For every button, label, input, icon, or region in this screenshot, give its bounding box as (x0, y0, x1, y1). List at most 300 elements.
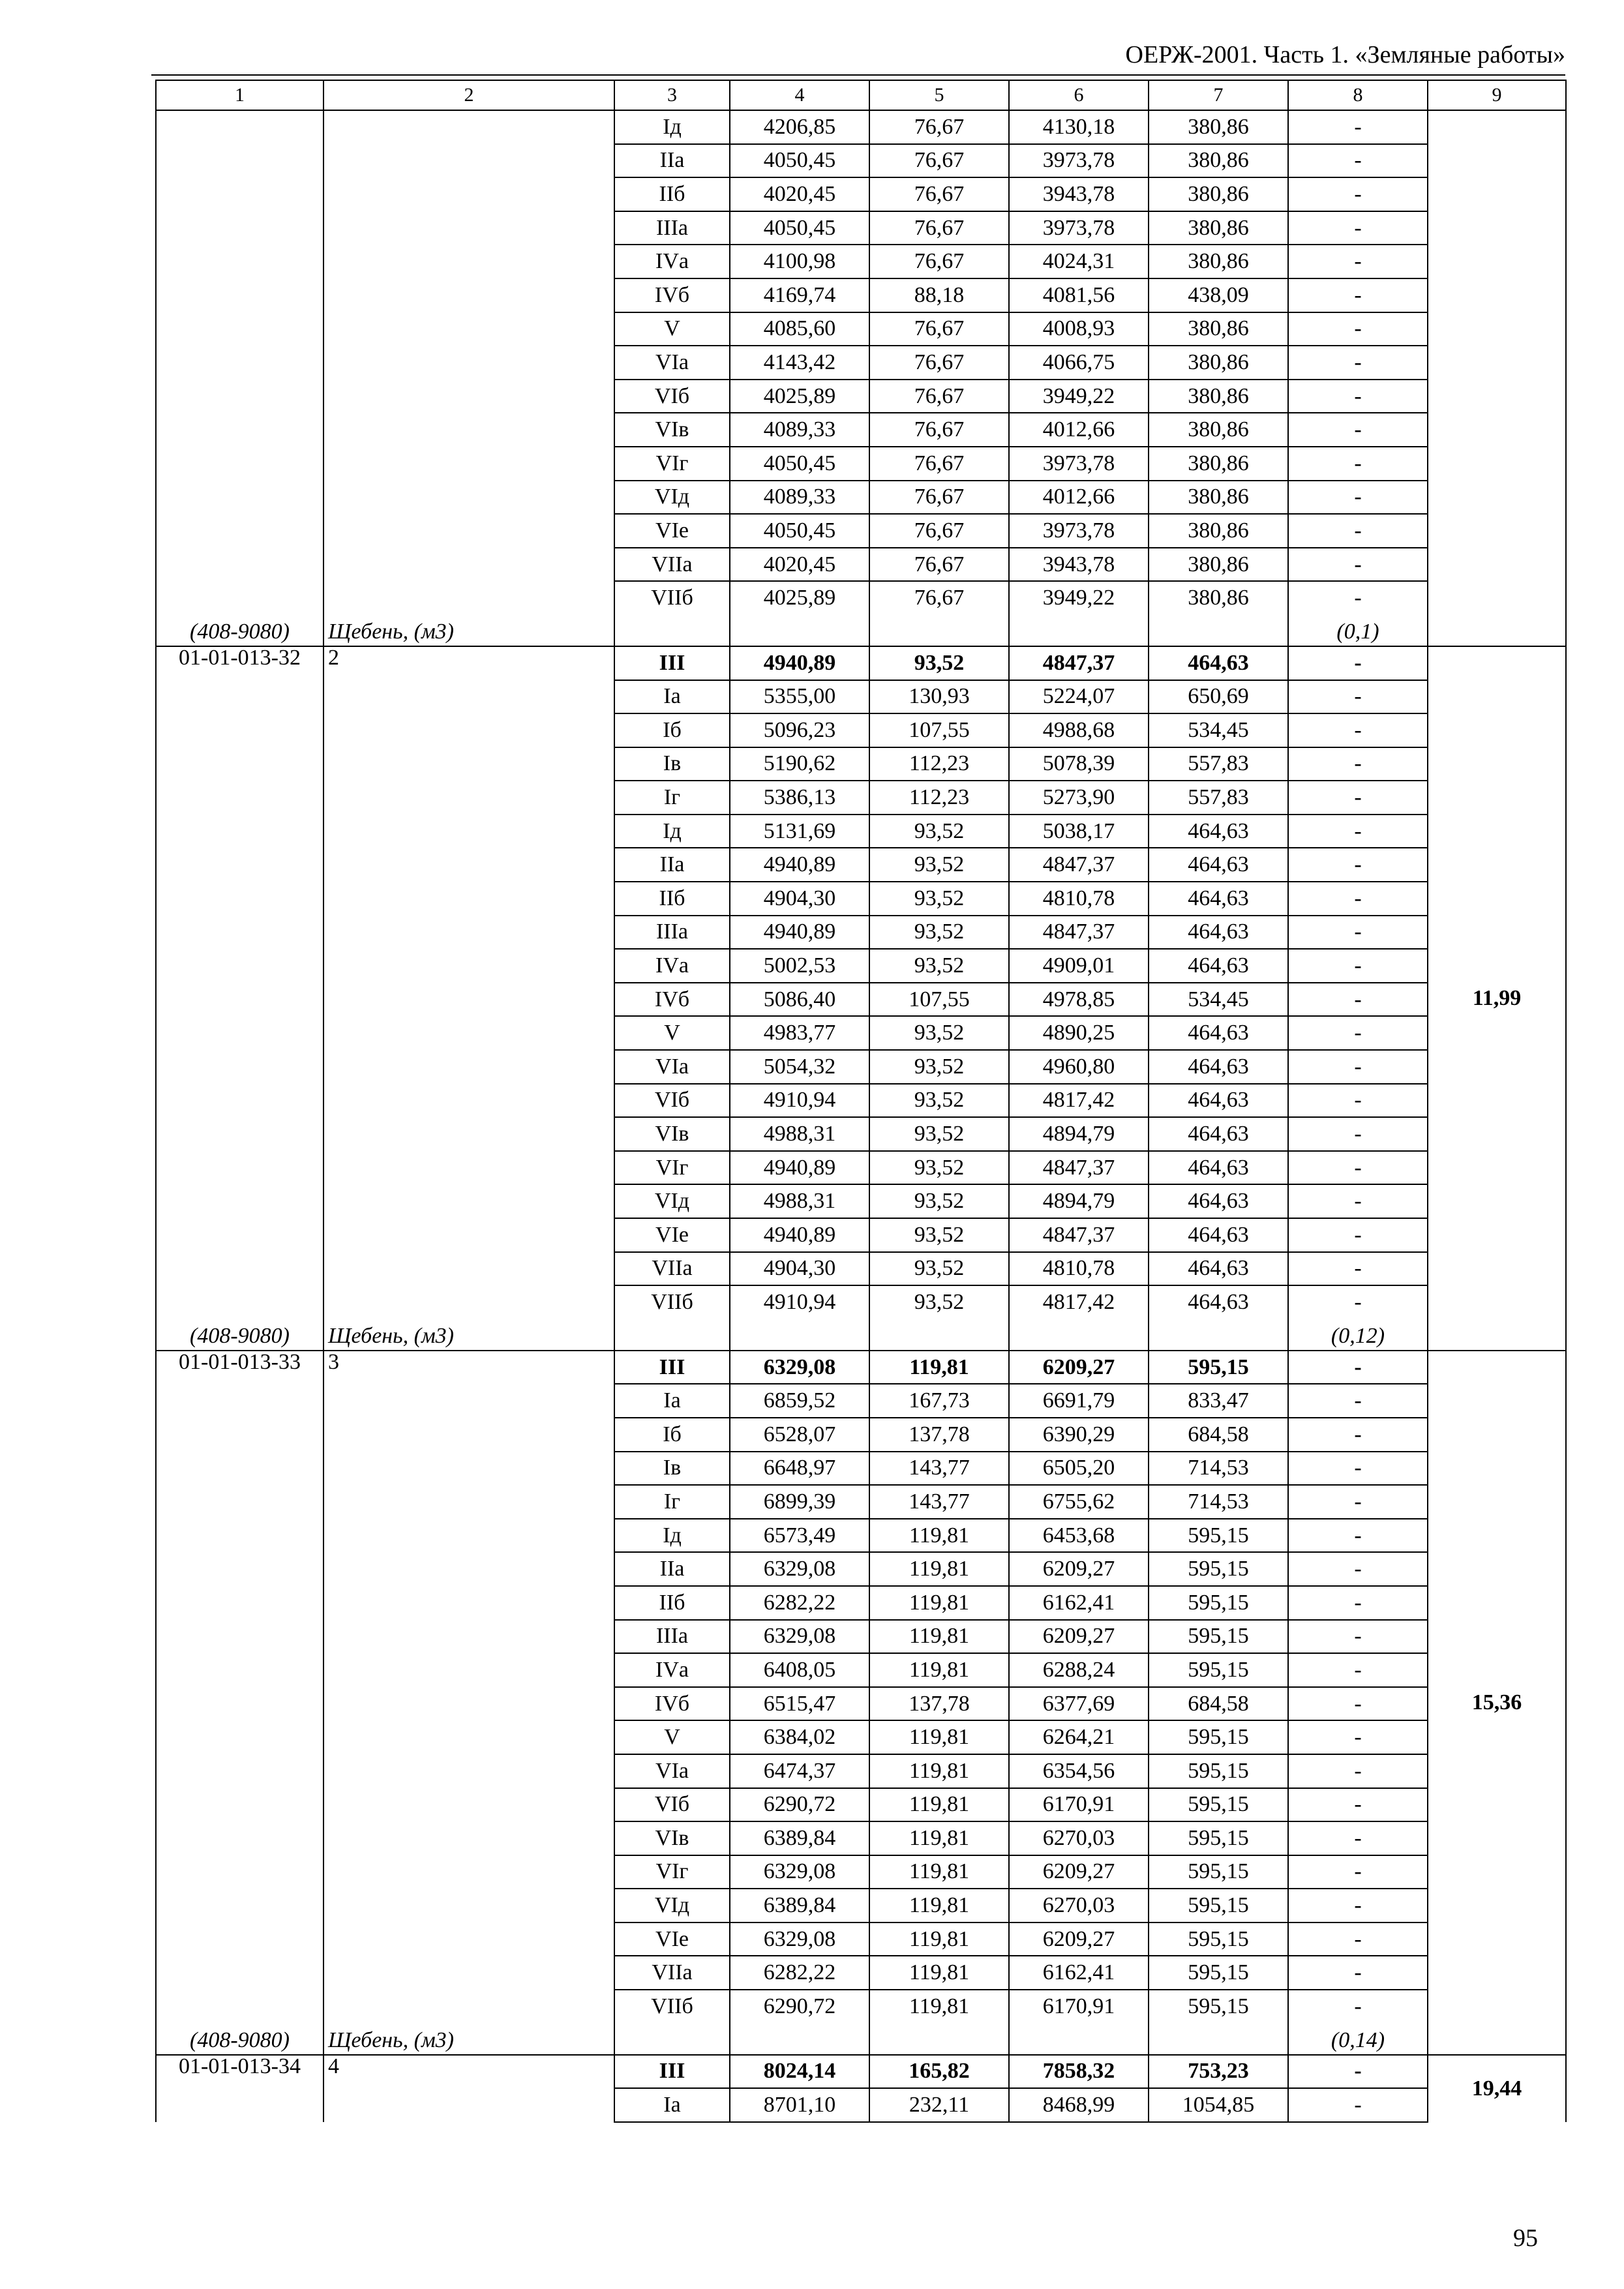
materials-cost: - (1288, 1218, 1428, 1252)
labor-cost: 93,52 (869, 1252, 1009, 1286)
soil-group: V (614, 1720, 730, 1754)
total-cost: 4910,94 (730, 1285, 869, 1319)
machinist-wage: 380,86 (1149, 413, 1288, 447)
machinist-wage: 380,86 (1149, 514, 1288, 548)
material-code: (408-9080) (156, 615, 323, 646)
soil-group: Iв (614, 747, 730, 781)
machinist-wage: 595,15 (1149, 1855, 1288, 1889)
total-cost: 5002,53 (730, 949, 869, 983)
soil-group: VIв (614, 413, 730, 447)
material-name: Щебень, (м3) (323, 1319, 614, 1351)
labor-cost: 119,81 (869, 1720, 1009, 1754)
labor-cost: 76,67 (869, 548, 1009, 582)
soil-group: VIд (614, 1889, 730, 1922)
total-cost: 4910,94 (730, 1084, 869, 1118)
soil-group: VIб (614, 380, 730, 413)
material-row (156, 2024, 1566, 2055)
labor-cost: 93,52 (869, 1117, 1009, 1151)
total-cost: 4940,89 (730, 646, 869, 680)
labor-cost: 93,52 (869, 1151, 1009, 1185)
soil-group: VIв (614, 1117, 730, 1151)
machinist-wage: 833,47 (1149, 1384, 1288, 1418)
labor-cost: 76,67 (869, 447, 1009, 481)
machine-cost: 6162,41 (1009, 1586, 1149, 1620)
total-cost: 4050,45 (730, 447, 869, 481)
soil-group: IIIа (614, 1620, 730, 1654)
materials-cost: - (1288, 346, 1428, 380)
machinist-wage: 380,86 (1149, 447, 1288, 481)
materials-cost: - (1288, 1821, 1428, 1855)
labor-cost: 167,73 (869, 1384, 1009, 1418)
labor-cost: 76,67 (869, 211, 1009, 245)
materials-cost: - (1288, 1485, 1428, 1519)
total-cost: 5086,40 (730, 983, 869, 1017)
labor-cost: 76,67 (869, 110, 1009, 144)
total-cost: 6389,84 (730, 1889, 869, 1922)
labor-cost: 93,52 (869, 916, 1009, 950)
empty-cell (614, 2024, 730, 2055)
machine-cost: 5038,17 (1009, 815, 1149, 848)
machine-cost: 4847,37 (1009, 848, 1149, 882)
machinist-wage: 380,86 (1149, 177, 1288, 211)
machine-cost: 4130,18 (1009, 110, 1149, 144)
labor-cost: 93,52 (869, 1218, 1009, 1252)
materials-cost: - (1288, 1990, 1428, 2024)
machine-cost: 4894,79 (1009, 1184, 1149, 1218)
total-cost: 4206,85 (730, 110, 869, 144)
column-number: 9 (1428, 80, 1566, 110)
material-code: (408-9080) (156, 2024, 323, 2055)
materials-cost: - (1288, 646, 1428, 680)
machine-cost: 4847,37 (1009, 1218, 1149, 1252)
total-cost: 4050,45 (730, 514, 869, 548)
labor-cost: 76,67 (869, 177, 1009, 211)
machine-cost: 6691,79 (1009, 1384, 1149, 1418)
machine-cost: 6209,27 (1009, 1855, 1149, 1889)
machine-cost: 4847,37 (1009, 916, 1149, 950)
machine-cost: 8468,99 (1009, 2088, 1149, 2122)
empty-cell (869, 2024, 1009, 2055)
labor-cost: 112,23 (869, 781, 1009, 815)
total-cost: 4085,60 (730, 312, 869, 346)
labor-cost: 119,81 (869, 1956, 1009, 1990)
empty-cell (730, 615, 869, 646)
soil-group: IIб (614, 1586, 730, 1620)
machine-cost: 6209,27 (1009, 1922, 1149, 1956)
soil-group: IIб (614, 882, 730, 916)
labor-cost: 93,52 (869, 1184, 1009, 1218)
labor-cost: 93,52 (869, 815, 1009, 848)
material-quantity: (0,1) (1288, 615, 1428, 646)
soil-group: VIг (614, 1151, 730, 1185)
total-cost: 4940,89 (730, 1218, 869, 1252)
total-cost: 4100,98 (730, 245, 869, 278)
soil-group: Iг (614, 781, 730, 815)
machine-cost: 4817,42 (1009, 1084, 1149, 1118)
machine-cost: 3973,78 (1009, 447, 1149, 481)
machine-cost: 6354,56 (1009, 1754, 1149, 1788)
machinist-wage: 464,63 (1149, 1151, 1288, 1185)
material-quantity: (0,14) (1288, 2024, 1428, 2055)
machine-cost: 6162,41 (1009, 1956, 1149, 1990)
total-cost: 4940,89 (730, 916, 869, 950)
total-cost: 5386,13 (730, 781, 869, 815)
materials-cost: - (1288, 177, 1428, 211)
header-rule (151, 74, 1565, 76)
machinist-wage: 595,15 (1149, 1990, 1288, 2024)
materials-cost: - (1288, 278, 1428, 312)
total-cost: 8024,14 (730, 2055, 869, 2089)
labor-cost: 93,52 (869, 1084, 1009, 1118)
total-cost: 6329,08 (730, 1552, 869, 1586)
machine-cost: 3973,78 (1009, 144, 1149, 178)
soil-group: III (614, 2055, 730, 2089)
machinist-wage: 595,15 (1149, 1351, 1288, 1384)
materials-cost: - (1288, 2088, 1428, 2122)
materials-cost: - (1288, 1384, 1428, 1418)
materials-cost: - (1288, 1754, 1428, 1788)
total-cost: 6282,22 (730, 1586, 869, 1620)
labor-cost: 88,18 (869, 278, 1009, 312)
machine-cost: 3949,22 (1009, 581, 1149, 615)
labor-cost: 119,81 (869, 1821, 1009, 1855)
machine-cost: 3943,78 (1009, 548, 1149, 582)
soil-group: IIа (614, 1552, 730, 1586)
total-cost: 4025,89 (730, 380, 869, 413)
soil-group: IVб (614, 983, 730, 1017)
total-cost: 4169,74 (730, 278, 869, 312)
machine-cost: 4978,85 (1009, 983, 1149, 1017)
machinist-wage: 595,15 (1149, 1754, 1288, 1788)
machinist-wage: 595,15 (1149, 1821, 1288, 1855)
soil-group: VIе (614, 1922, 730, 1956)
machine-cost: 3973,78 (1009, 514, 1149, 548)
materials-cost: - (1288, 312, 1428, 346)
total-cost: 4988,31 (730, 1184, 869, 1218)
machinist-wage: 380,86 (1149, 581, 1288, 615)
rate-code: 01-01-013-32 (156, 646, 323, 1319)
soil-group: IVа (614, 1653, 730, 1687)
soil-group: VIIа (614, 1252, 730, 1286)
labor-cost: 165,82 (869, 2055, 1009, 2089)
labor-cost: 119,81 (869, 1889, 1009, 1922)
soil-group: VIб (614, 1084, 730, 1118)
machinist-wage: 380,86 (1149, 481, 1288, 515)
soil-group: VIIб (614, 1990, 730, 2024)
total-cost: 4988,31 (730, 1117, 869, 1151)
total-cost: 6648,97 (730, 1452, 869, 1486)
machinist-wage: 595,15 (1149, 1956, 1288, 1990)
machine-cost: 4012,66 (1009, 413, 1149, 447)
materials-cost: - (1288, 916, 1428, 950)
total-cost: 5190,62 (730, 747, 869, 781)
machine-cost: 6209,27 (1009, 1351, 1149, 1384)
materials-cost: - (1288, 1519, 1428, 1553)
table-row (156, 646, 1566, 680)
soil-group: VIд (614, 1184, 730, 1218)
labor-cost: 119,81 (869, 1855, 1009, 1889)
labor-hours: 11,99 (1428, 646, 1566, 1351)
materials-cost: - (1288, 1855, 1428, 1889)
machine-cost: 6377,69 (1009, 1687, 1149, 1721)
machinist-wage: 595,15 (1149, 1586, 1288, 1620)
labor-cost: 76,67 (869, 346, 1009, 380)
machine-cost: 4081,56 (1009, 278, 1149, 312)
machinist-wage: 380,86 (1149, 380, 1288, 413)
machine-cost: 6170,91 (1009, 1788, 1149, 1822)
soil-group: VIIб (614, 1285, 730, 1319)
total-cost: 4025,89 (730, 581, 869, 615)
machinist-wage: 380,86 (1149, 245, 1288, 278)
machine-cost: 4008,93 (1009, 312, 1149, 346)
empty-cell (1009, 2024, 1149, 2055)
machine-cost: 6270,03 (1009, 1821, 1149, 1855)
total-cost: 6528,07 (730, 1418, 869, 1452)
soil-group: Iб (614, 1418, 730, 1452)
materials-cost: - (1288, 581, 1428, 615)
machine-cost: 4810,78 (1009, 1252, 1149, 1286)
table-row (156, 110, 1566, 144)
labor-cost: 107,55 (869, 983, 1009, 1017)
machinist-wage: 464,63 (1149, 646, 1288, 680)
labor-cost: 76,67 (869, 245, 1009, 278)
soil-group: IVа (614, 245, 730, 278)
column-number: 8 (1288, 80, 1428, 110)
total-cost: 4089,33 (730, 413, 869, 447)
machine-cost: 4817,42 (1009, 1285, 1149, 1319)
labor-cost: 130,93 (869, 680, 1009, 714)
empty-cell (614, 1319, 730, 1351)
soil-group: VIе (614, 1218, 730, 1252)
machine-cost: 4847,37 (1009, 1151, 1149, 1185)
machine-cost: 6270,03 (1009, 1889, 1149, 1922)
column-numbers-row (156, 80, 1566, 110)
total-cost: 5131,69 (730, 815, 869, 848)
machinist-wage: 380,86 (1149, 346, 1288, 380)
materials-cost: - (1288, 848, 1428, 882)
machinist-wage: 595,15 (1149, 1889, 1288, 1922)
soil-group: IIIа (614, 211, 730, 245)
materials-cost: - (1288, 1720, 1428, 1754)
machine-cost: 6453,68 (1009, 1519, 1149, 1553)
rate-number: 4 (323, 2055, 614, 2122)
labor-cost: 76,67 (869, 380, 1009, 413)
materials-cost: - (1288, 1586, 1428, 1620)
soil-group: VIд (614, 481, 730, 515)
machinist-wage: 595,15 (1149, 1519, 1288, 1553)
labor-cost: 76,67 (869, 581, 1009, 615)
machinist-wage: 684,58 (1149, 1687, 1288, 1721)
column-number: 7 (1149, 80, 1288, 110)
total-cost: 4983,77 (730, 1016, 869, 1050)
machine-cost: 3943,78 (1009, 177, 1149, 211)
material-name: Щебень, (м3) (323, 2024, 614, 2055)
materials-cost: - (1288, 1418, 1428, 1452)
machinist-wage: 380,86 (1149, 548, 1288, 582)
material-code: (408-9080) (156, 1319, 323, 1351)
total-cost: 4940,89 (730, 1151, 869, 1185)
machinist-wage: 380,86 (1149, 144, 1288, 178)
labor-cost: 119,81 (869, 1620, 1009, 1654)
rate-code: 01-01-013-34 (156, 2055, 323, 2122)
machinist-wage: 684,58 (1149, 1418, 1288, 1452)
soil-group: V (614, 312, 730, 346)
machine-cost: 3949,22 (1009, 380, 1149, 413)
soil-group: III (614, 646, 730, 680)
total-cost: 6329,08 (730, 1620, 869, 1654)
soil-group: V (614, 1016, 730, 1050)
machine-cost: 6755,62 (1009, 1485, 1149, 1519)
empty-cell (1009, 1319, 1149, 1351)
soil-group: IVб (614, 1687, 730, 1721)
machinist-wage: 464,63 (1149, 949, 1288, 983)
machinist-wage: 534,45 (1149, 983, 1288, 1017)
machinist-wage: 595,15 (1149, 1788, 1288, 1822)
table-row (156, 2055, 1566, 2089)
soil-group: VIб (614, 1788, 730, 1822)
materials-cost: - (1288, 245, 1428, 278)
machinist-wage: 464,63 (1149, 1117, 1288, 1151)
machinist-wage: 714,53 (1149, 1452, 1288, 1486)
machinist-wage: 650,69 (1149, 680, 1288, 714)
soil-group: IIа (614, 144, 730, 178)
materials-cost: - (1288, 1653, 1428, 1687)
soil-group: IIб (614, 177, 730, 211)
soil-group: VIа (614, 1754, 730, 1788)
soil-group: Iд (614, 1519, 730, 1553)
soil-group: Iг (614, 1485, 730, 1519)
soil-group: IVб (614, 278, 730, 312)
material-row (156, 1319, 1566, 1351)
machinist-wage: 464,63 (1149, 848, 1288, 882)
materials-cost: - (1288, 1016, 1428, 1050)
materials-cost: - (1288, 548, 1428, 582)
labor-cost: 93,52 (869, 1050, 1009, 1084)
labor-hours (1428, 110, 1566, 646)
materials-cost: - (1288, 144, 1428, 178)
materials-cost: - (1288, 1084, 1428, 1118)
materials-cost: - (1288, 1788, 1428, 1822)
total-cost: 6329,08 (730, 1351, 869, 1384)
materials-cost: - (1288, 447, 1428, 481)
machinist-wage: 380,86 (1149, 312, 1288, 346)
soil-group: VIIб (614, 581, 730, 615)
soil-group: VIа (614, 1050, 730, 1084)
total-cost: 6282,22 (730, 1956, 869, 1990)
soil-group: VIIа (614, 1956, 730, 1990)
labor-cost: 119,81 (869, 1653, 1009, 1687)
machine-cost: 3973,78 (1009, 211, 1149, 245)
machinist-wage: 753,23 (1149, 2055, 1288, 2089)
soil-group: Iа (614, 680, 730, 714)
labor-cost: 143,77 (869, 1485, 1009, 1519)
rate-number: 2 (323, 646, 614, 1319)
machine-cost: 6505,20 (1009, 1452, 1149, 1486)
machinist-wage: 595,15 (1149, 1720, 1288, 1754)
soil-group: VIг (614, 1855, 730, 1889)
empty-cell (1009, 615, 1149, 646)
materials-cost: - (1288, 1620, 1428, 1654)
materials-cost: - (1288, 413, 1428, 447)
materials-cost: - (1288, 211, 1428, 245)
materials-cost: - (1288, 1922, 1428, 1956)
materials-cost: - (1288, 949, 1428, 983)
materials-cost: - (1288, 2055, 1428, 2089)
labor-cost: 93,52 (869, 848, 1009, 882)
machine-cost: 6170,91 (1009, 1990, 1149, 2024)
labor-cost: 76,67 (869, 312, 1009, 346)
machine-cost: 4890,25 (1009, 1016, 1149, 1050)
total-cost: 5355,00 (730, 680, 869, 714)
machinist-wage: 380,86 (1149, 211, 1288, 245)
labor-cost: 76,67 (869, 144, 1009, 178)
machinist-wage: 595,15 (1149, 1922, 1288, 1956)
machine-cost: 5078,39 (1009, 747, 1149, 781)
column-number: 3 (614, 80, 730, 110)
machinist-wage: 714,53 (1149, 1485, 1288, 1519)
materials-cost: - (1288, 110, 1428, 144)
total-cost: 6573,49 (730, 1519, 869, 1553)
labor-cost: 76,67 (869, 514, 1009, 548)
column-number: 4 (730, 80, 869, 110)
empty-cell (730, 1319, 869, 1351)
machinist-wage: 595,15 (1149, 1620, 1288, 1654)
page-number: 95 (1513, 2224, 1538, 2252)
materials-cost: - (1288, 1552, 1428, 1586)
labor-hours: 15,36 (1428, 1351, 1566, 2055)
total-cost: 6515,47 (730, 1687, 869, 1721)
materials-cost: - (1288, 1452, 1428, 1486)
machinist-wage: 595,15 (1149, 1552, 1288, 1586)
machinist-wage: 464,63 (1149, 1285, 1288, 1319)
empty-cell (1149, 2024, 1288, 2055)
column-number: 6 (1009, 80, 1149, 110)
total-cost: 6899,39 (730, 1485, 869, 1519)
column-number: 1 (156, 80, 323, 110)
labor-cost: 119,81 (869, 1922, 1009, 1956)
labor-cost: 93,52 (869, 882, 1009, 916)
machine-cost: 4066,75 (1009, 346, 1149, 380)
machinist-wage: 595,15 (1149, 1653, 1288, 1687)
labor-hours: 19,44 (1428, 2055, 1566, 2122)
soil-group: Iа (614, 2088, 730, 2122)
soil-group: VIг (614, 447, 730, 481)
rate-number (323, 110, 614, 615)
total-cost: 6389,84 (730, 1821, 869, 1855)
materials-cost: - (1288, 1184, 1428, 1218)
machinist-wage: 534,45 (1149, 713, 1288, 747)
machine-cost: 6209,27 (1009, 1552, 1149, 1586)
labor-cost: 137,78 (869, 1687, 1009, 1721)
labor-cost: 143,77 (869, 1452, 1009, 1486)
machinist-wage: 557,83 (1149, 781, 1288, 815)
rate-number: 3 (323, 1351, 614, 2024)
machinist-wage: 464,63 (1149, 1084, 1288, 1118)
materials-cost: - (1288, 680, 1428, 714)
materials-cost: - (1288, 1151, 1428, 1185)
materials-cost: - (1288, 882, 1428, 916)
materials-cost: - (1288, 1050, 1428, 1084)
total-cost: 4020,45 (730, 177, 869, 211)
labor-cost: 93,52 (869, 1285, 1009, 1319)
soil-group: Iд (614, 815, 730, 848)
material-name: Щебень, (м3) (323, 615, 614, 646)
machinist-wage: 464,63 (1149, 1218, 1288, 1252)
empty-cell (1149, 615, 1288, 646)
labor-cost: 76,67 (869, 481, 1009, 515)
labor-cost: 119,81 (869, 1788, 1009, 1822)
machine-cost: 4810,78 (1009, 882, 1149, 916)
